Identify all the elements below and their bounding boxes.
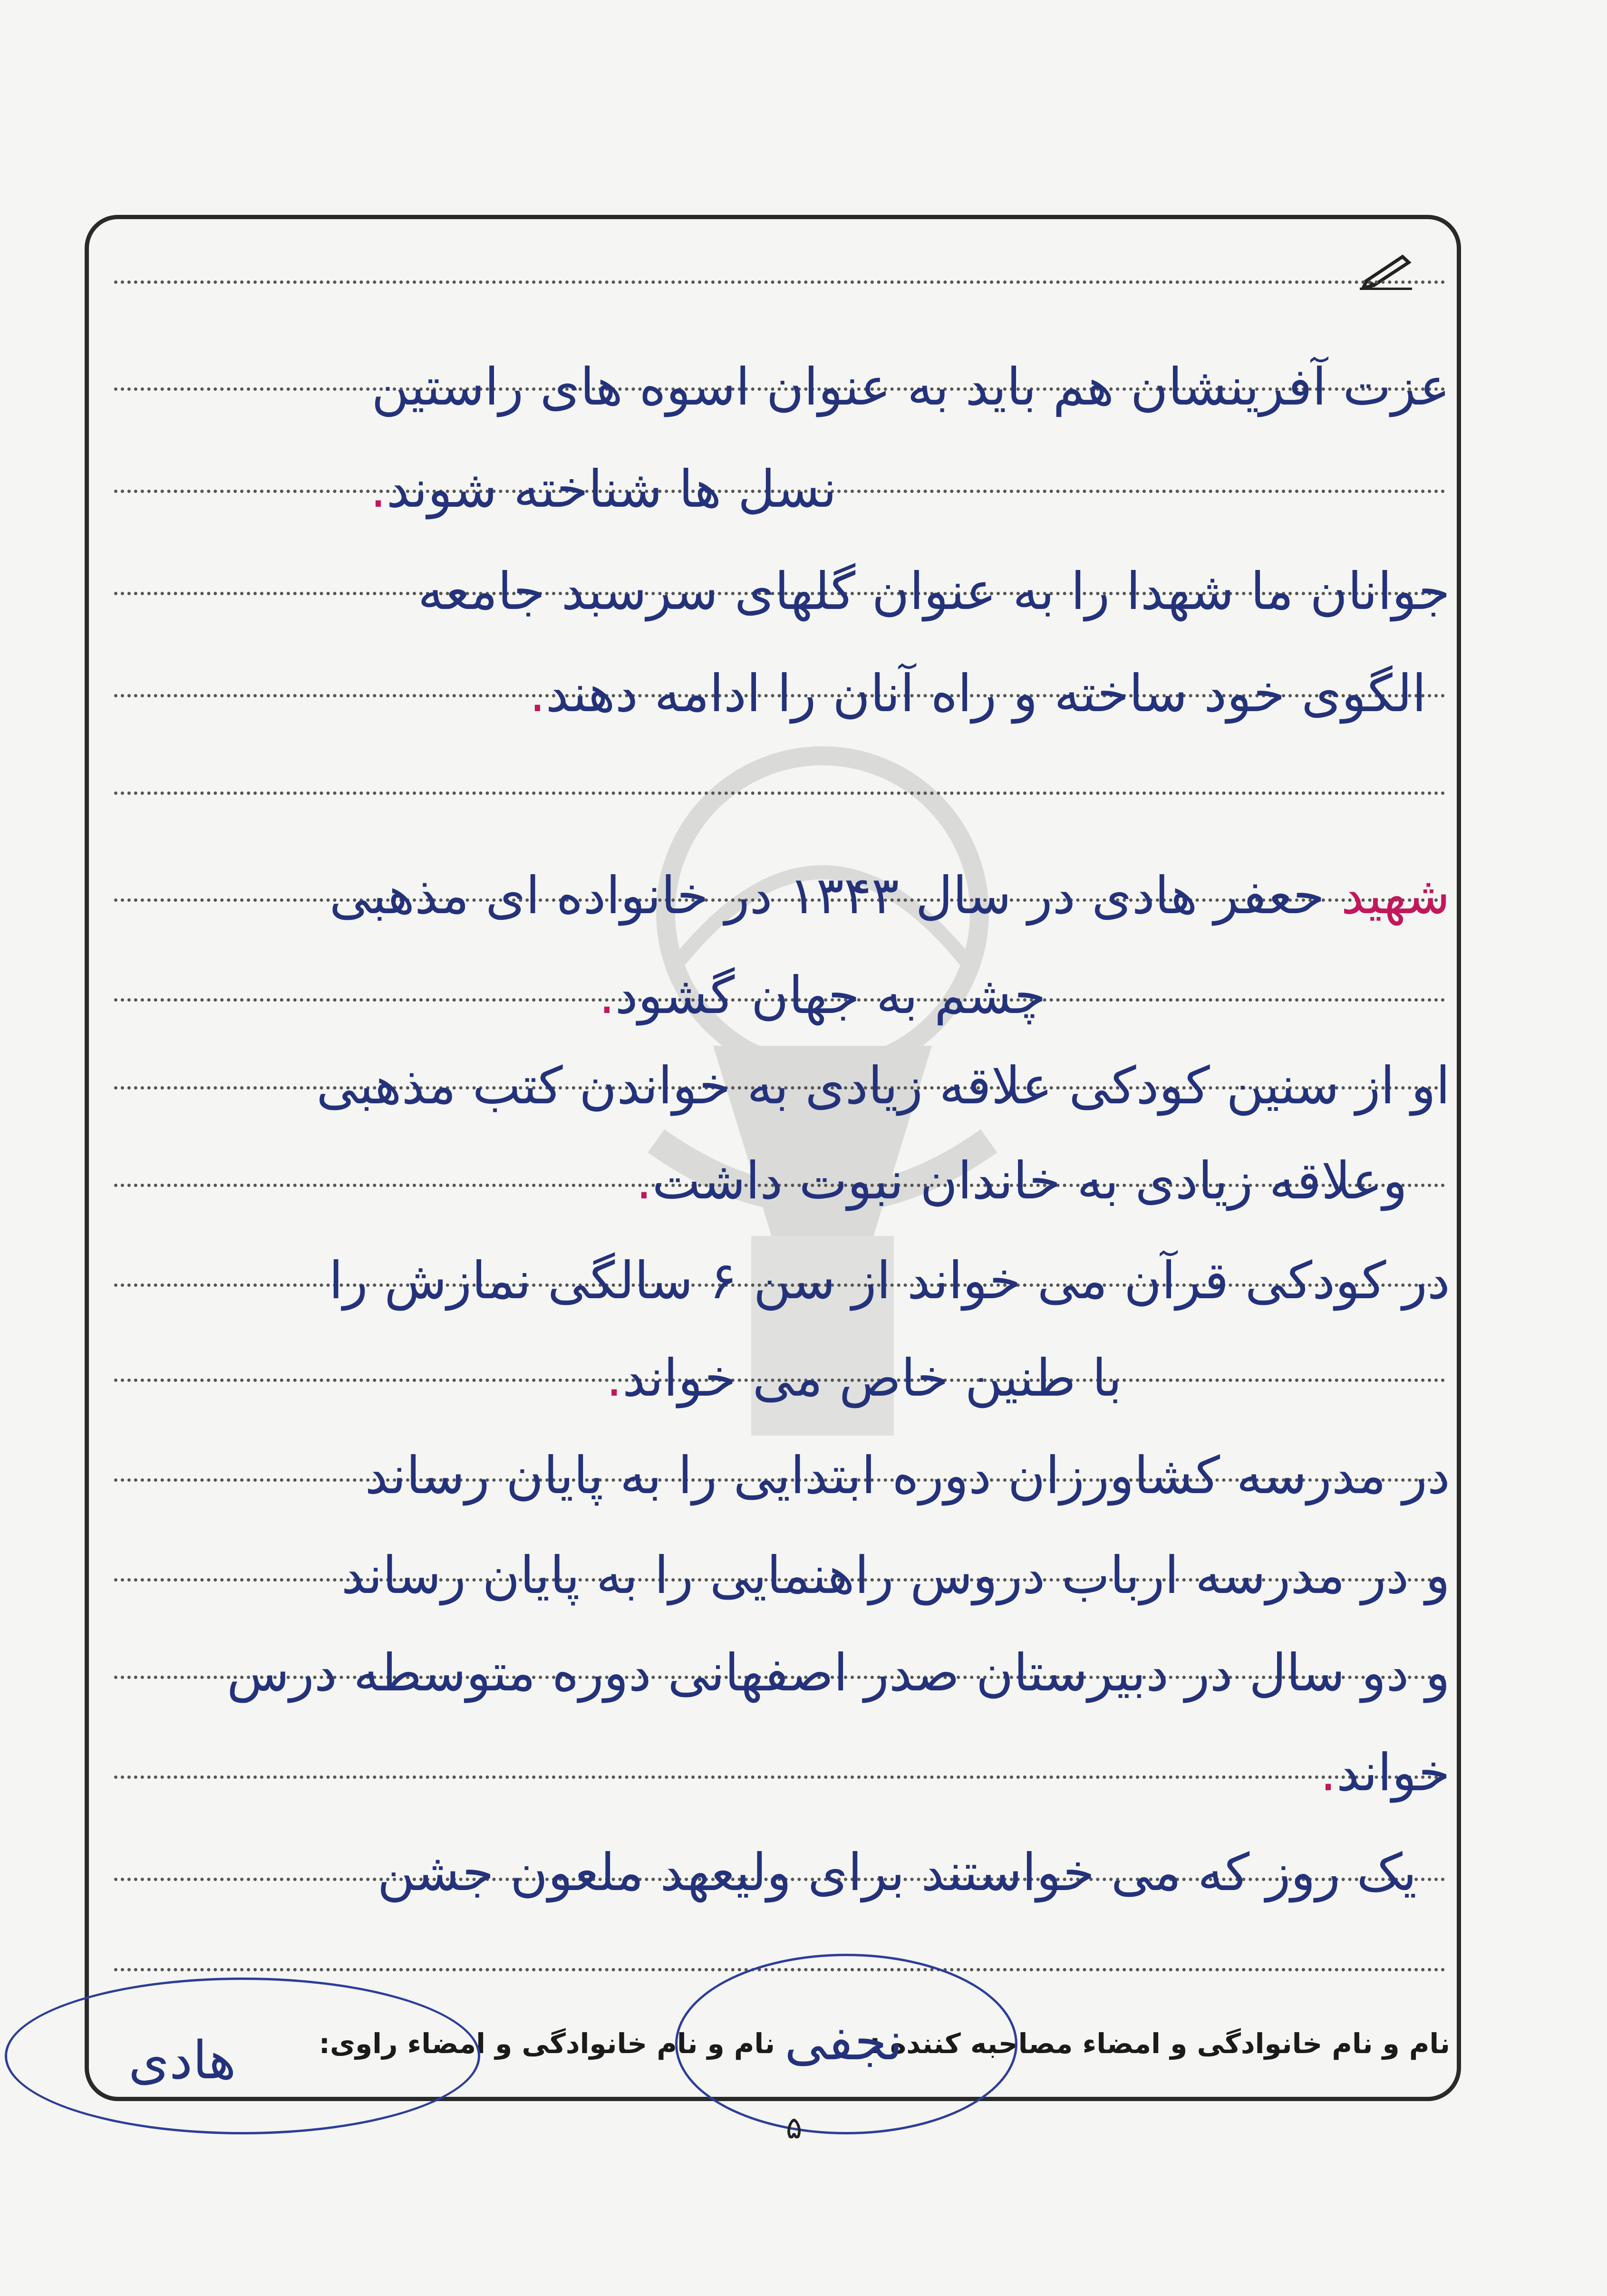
narrator-signature: هادی <box>128 2030 236 2091</box>
martyr-title: شهید <box>1341 866 1450 926</box>
handwritten-line-2: نسل ها شناخته شوند. <box>370 460 837 519</box>
ruled-line <box>114 280 1445 284</box>
handwritten-line-1: عزت آفرینشان هم باید به عنوان اسوه های راستین <box>371 357 1450 417</box>
interviewer-signature: نجفی <box>784 2011 903 2072</box>
page-number: ۵ <box>785 2111 803 2146</box>
handwritten-line-3: جوانان ما شهدا را به عنوان گلهای سرسبد جامعه <box>417 562 1450 621</box>
handwritten-line-7: چشم به جهان گشود. <box>599 966 1046 1025</box>
handwritten-line-15: خواند. <box>1320 1743 1450 1803</box>
handwritten-line-11: با طنین خاص می خواند. <box>606 1349 1122 1408</box>
handwritten-line-9: وعلاقه زیادی به خاندان نبوت داشت. <box>636 1151 1407 1211</box>
handwritten-line-14: و دو سال در دبیرستان صدر اصفهانی دوره متوسطه درس <box>226 1643 1450 1703</box>
handwritten-line-12: در مدرسه کشاورزان دوره ابتدایی را به پایان رساند <box>365 1446 1450 1505</box>
handwritten-line-13: و در مدرسه ارباب دروس راهنمایی را به پایان رساند <box>341 1546 1450 1605</box>
narrator-label: نام و نام خانوادگی و امضاء راوی: <box>319 2027 775 2060</box>
handwritten-line-8: او از سنین کودکی علاقه زیادی به خواندن کتب مذهبی <box>316 1056 1450 1116</box>
handwritten-line-10: در کودکی قرآن می خواند از سن ۶ سالگی نمازش را <box>329 1251 1450 1311</box>
handwritten-line-6: شهید حعفر هادی در سال ۱۳۴۳ در خانواده ای مذهبی <box>329 866 1450 926</box>
handwritten-line-4: الگوی خود ساخته و راه آنان را ادامه دهند. <box>529 664 1426 724</box>
narrator-signature-oval <box>5 1978 480 2134</box>
ruled-line <box>114 791 1445 795</box>
interviewer-label: نام و نام خانوادگی و امضاء مصاحبه کننده : <box>869 2027 1450 2060</box>
handwritten-line-16: یک روز که می خواستند برای ولیعهد ملعون جشن <box>377 1843 1417 1902</box>
